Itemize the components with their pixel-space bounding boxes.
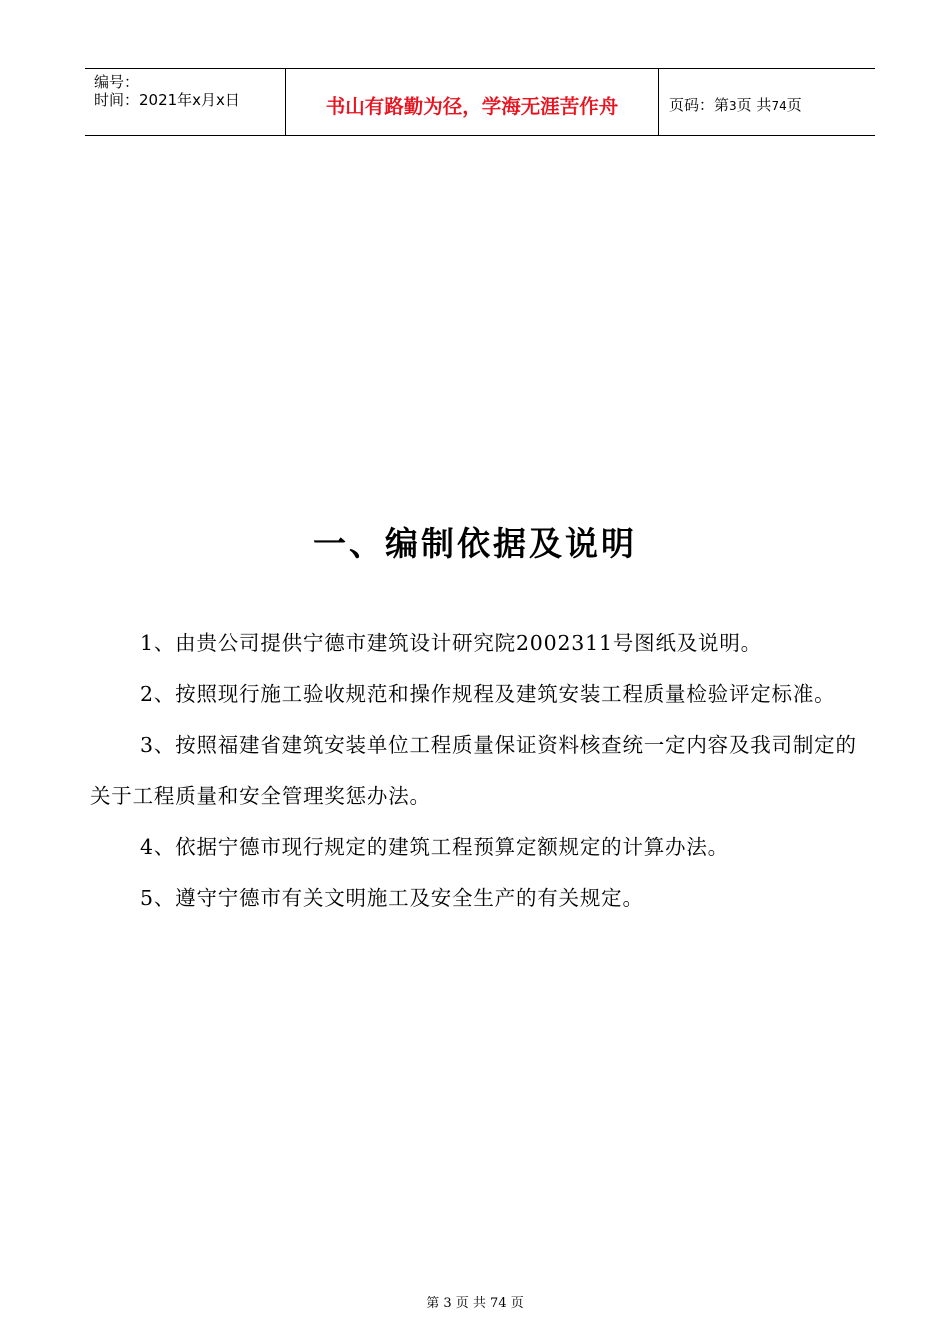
- page-total: 74: [771, 99, 787, 113]
- page-suffix: 页: [786, 96, 802, 114]
- paragraph: 5、遵守宁德市有关文明施工及安全生产的有关规定。: [140, 886, 644, 910]
- paragraph: 2、按照现行施工验收规范和操作规程及建筑安装工程质量检验评定标准。: [140, 682, 836, 706]
- header-motto: 书山有路勤为径，学海无涯苦作舟: [325, 95, 619, 118]
- page-prefix: 页码：第: [669, 96, 730, 114]
- page-mid: 页 共: [736, 96, 772, 114]
- paragraph: 3、按照福建省建筑安装单位工程质量保证资料核查统一定内容及我司制定的关于工程质量和安全管理奖惩办法。: [90, 733, 857, 808]
- page-current: 3: [729, 99, 737, 113]
- time-label: 时间：2021年x月x日: [94, 91, 240, 109]
- paragraph: 4、依据宁德市现行规定的建筑工程预算定额规定的计算办法。: [140, 835, 729, 859]
- header-page-cell: [659, 69, 875, 135]
- header-info-cell: [85, 69, 285, 135]
- header-motto-cell: [285, 69, 659, 135]
- section-body: [90, 618, 872, 924]
- page-footer: 第 3 页 共 74 页: [426, 1296, 524, 1311]
- section-title: 一、编制依据及说明: [313, 524, 637, 563]
- serial-label: 编号：: [94, 73, 140, 91]
- header-page-number: [669, 94, 802, 115]
- paragraph: 1、由贵公司提供宁德市建筑设计研究院2002311号图纸及说明。: [140, 631, 762, 655]
- page-header: [85, 68, 875, 136]
